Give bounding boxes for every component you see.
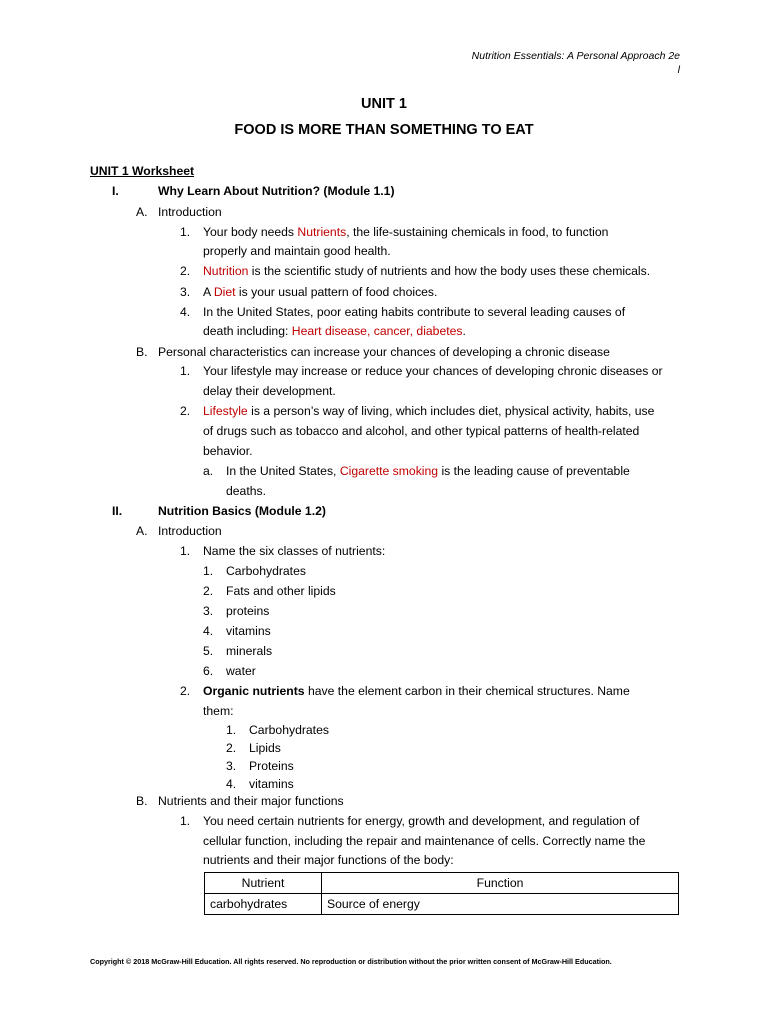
s2-a2-number: 2. (180, 684, 191, 698)
running-header (472, 49, 680, 77)
organic-item: Proteins (249, 759, 294, 773)
s1-b2a-letter: a. (203, 464, 214, 478)
s1-a1-text: Your body needs Nutrients, the life-sustaining chemicals in food, to function (203, 225, 609, 239)
s2-a2-text: Organic nutrients have the element carbon in their chemical structures. Name (203, 684, 630, 698)
s2-b-letter: B. (136, 794, 148, 808)
section-2-heading: Nutrition Basics (Module 1.2) (158, 504, 326, 518)
term-nutrition: Nutrition (203, 264, 249, 278)
term-nutrients: Nutrients (297, 225, 347, 239)
table-row (205, 894, 679, 915)
s1-b2a-text: In the United States, Cigarette smoking is the leading cause of preventable (226, 464, 630, 478)
s1-a2-number: 2. (180, 264, 191, 278)
class-number: 4. (203, 624, 214, 638)
cell-nutrient: carbohydrates (205, 894, 322, 915)
term-organic-nutrients: Organic nutrients (203, 684, 305, 698)
s2-a-label: Introduction (158, 524, 222, 538)
nutrient-function-table (204, 872, 679, 915)
s1-b-label: Personal characteristics can increase your chances of developing a chronic disease (158, 345, 610, 359)
organic-number: 1. (226, 723, 237, 737)
s1-a3-number: 3. (180, 285, 191, 299)
s1-a4-text-cont: death including: Heart disease, cancer, diabetes. (203, 324, 466, 338)
s2-b1-text-cont2: nutrients and their major functions of the body: (203, 853, 454, 867)
s1-b2-text-cont2: behavior. (203, 444, 253, 458)
book-title: Nutrition Essentials: A Personal Approach 2e (471, 50, 680, 62)
organic-item: Carbohydrates (249, 723, 329, 737)
organic-item: vitamins (249, 777, 294, 791)
s1-b1-text-cont: delay their development. (203, 384, 336, 398)
unit-subtitle: FOOD IS MORE THAN SOMETHING TO EAT (234, 122, 534, 138)
s1-b2-number: 2. (180, 404, 191, 418)
class-number: 2. (203, 584, 214, 598)
class-number: 3. (203, 604, 214, 618)
s1-a-label: Introduction (158, 205, 222, 219)
s2-b-label: Nutrients and their major functions (158, 794, 344, 808)
s1-a1-number: 1. (180, 225, 191, 239)
s1-a3-text: A Diet is your usual pattern of food choices. (203, 285, 438, 299)
s1-a1-text-cont: properly and maintain good health. (203, 244, 391, 258)
organic-number: 2. (226, 741, 237, 755)
cell-function: Source of energy (322, 894, 679, 915)
organic-number: 4. (226, 777, 237, 791)
term-diseases: Heart disease, cancer, diabetes (291, 324, 463, 338)
header-nutrient: Nutrient (205, 873, 322, 894)
s2-a1-text: Name the six classes of nutrients: (203, 544, 386, 558)
s1-b-letter: B. (136, 345, 148, 359)
table-header-row (205, 873, 679, 894)
section-1-heading: Why Learn About Nutrition? (Module 1.1) (158, 184, 395, 198)
s1-a-letter: A. (136, 205, 148, 219)
class-item: water (226, 664, 256, 678)
s1-b2-text: Lifestyle is a person’s way of living, which includes diet, physical activity, habits, use (203, 404, 655, 418)
s1-b2a-text-cont: deaths. (226, 484, 266, 498)
unit-title: UNIT 1 (361, 96, 407, 112)
term-lifestyle: Lifestyle (203, 404, 248, 418)
class-number: 1. (203, 564, 214, 578)
class-item: proteins (226, 604, 270, 618)
s1-b2-text-cont: of drugs such as tobacco and alcohol, and other typical patterns of health-related (203, 424, 640, 438)
class-item: Carbohydrates (226, 564, 306, 578)
organic-number: 3. (226, 759, 237, 773)
s1-b1-text: Your lifestyle may increase or reduce your chances of developing chronic diseases or (203, 364, 663, 378)
class-number: 5. (203, 644, 214, 658)
class-item: vitamins (226, 624, 271, 638)
worksheet-heading: UNIT 1 Worksheet (90, 164, 195, 178)
s1-b1-number: 1. (180, 364, 191, 378)
copyright-footer: Copyright © 2018 McGraw-Hill Education. All rights reserved. No reproduction or distribution without the prior written consent of McGraw-Hill Education. (90, 957, 612, 966)
s1-a4-number: 4. (180, 305, 191, 319)
section-2-number: II. (112, 504, 123, 518)
s1-a4-text: In the United States, poor eating habits contribute to several leading causes of (203, 305, 626, 319)
s2-a-letter: A. (136, 524, 148, 538)
s2-b1-number: 1. (180, 814, 191, 828)
term-diet: Diet (213, 285, 236, 299)
section-1-number: I. (112, 184, 119, 198)
term-cigarette-smoking: Cigarette smoking (339, 464, 439, 478)
class-item: Fats and other lipids (226, 584, 336, 598)
page-number: l (677, 64, 680, 76)
class-item: minerals (226, 644, 273, 658)
class-number: 6. (203, 664, 214, 678)
s2-b1-text-cont: cellular function, including the repair and maintenance of cells. Correctly name the (203, 834, 646, 848)
s2-a2-text-cont: them: (203, 704, 234, 718)
s2-b1-text: You need certain nutrients for energy, growth and development, and regulation of (203, 814, 640, 828)
s2-a1-number: 1. (180, 544, 191, 558)
header-function: Function (322, 873, 679, 894)
s1-a2-text: Nutrition is the scientific study of nutrients and how the body uses these chemicals. (203, 264, 651, 278)
organic-item: Lipids (249, 741, 281, 755)
